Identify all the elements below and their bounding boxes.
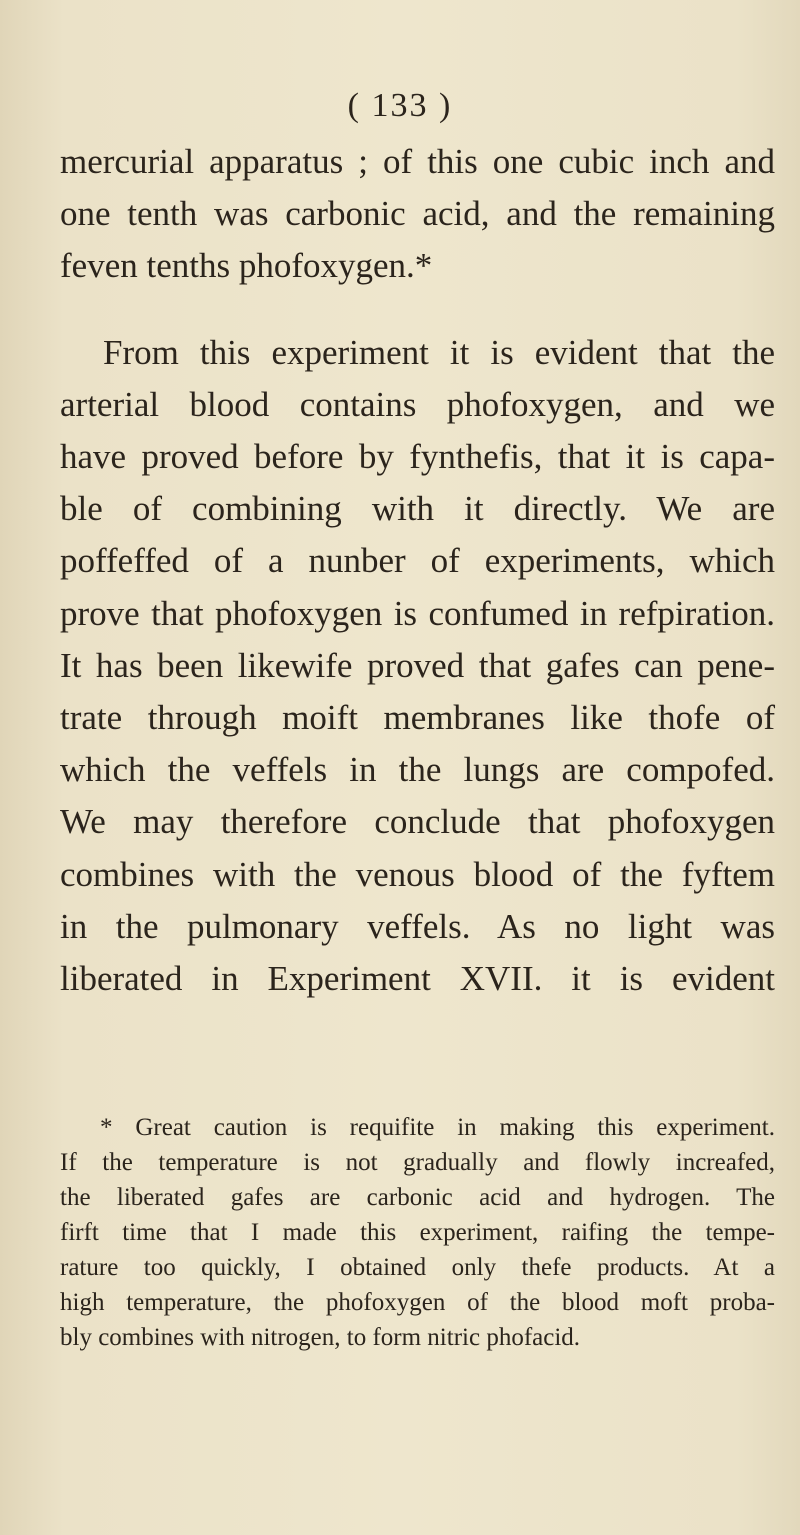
text-line: trate through moift membranes like thofe of [60,698,775,738]
text-line: ble of combining with it directly. We are [60,489,775,529]
footnote-line: If the temperature is not gradually and flowly increafed, [60,1149,775,1176]
text-line: feven tenths phofoxygen.* [60,246,433,286]
text-line: have proved before by fynthefis, that it is capa- [60,437,775,477]
text-line: combines with the venous blood of the fyftem [60,854,775,894]
text-line: It has been likewife proved that gafes can pene- [60,645,775,685]
text-line: arterial blood contains phofoxygen, and we [60,384,775,424]
footnote-line: firft time that I made this experiment, raifing the tempe- [60,1219,775,1246]
text-line: liberated in Experiment XVII. it is evident [60,959,775,999]
text-line: From this experiment it is evident that the [103,332,775,372]
footnote-line: bly combines with nitrogen, to form nitric phofacid. [60,1324,581,1351]
footnote-line: high temperature, the phofoxygen of the blood moft proba- [60,1289,775,1316]
main-text [60,136,775,1005]
text-line: mercurial apparatus ; of this one cubic inch and [60,142,775,181]
footnote-line: * Great caution is requifite in making this experiment. [100,1114,775,1141]
footnote-line: the liberated gafes are carbonic acid and hydrogen. The [60,1184,775,1211]
text-line: in the pulmonary veffels. As no light was [60,906,775,946]
text-line: We may therefore conclude that phofoxygen [60,802,775,842]
text-line: which the veffels in the lungs are compofed. [60,750,775,790]
footnote [60,1110,775,1355]
text-line: one tenth was carbonic acid, and the remaining [60,194,775,234]
paragraph-gap [60,293,775,327]
page-number: ( 133 ) [347,87,453,124]
text-line: prove that phofoxygen is confumed in refpiration. [60,593,775,633]
footnote-line: rature too quickly, I obtained only thefe products. At a [60,1254,775,1281]
text-line: poffeffed of a nunber of experiments, which [60,541,775,581]
